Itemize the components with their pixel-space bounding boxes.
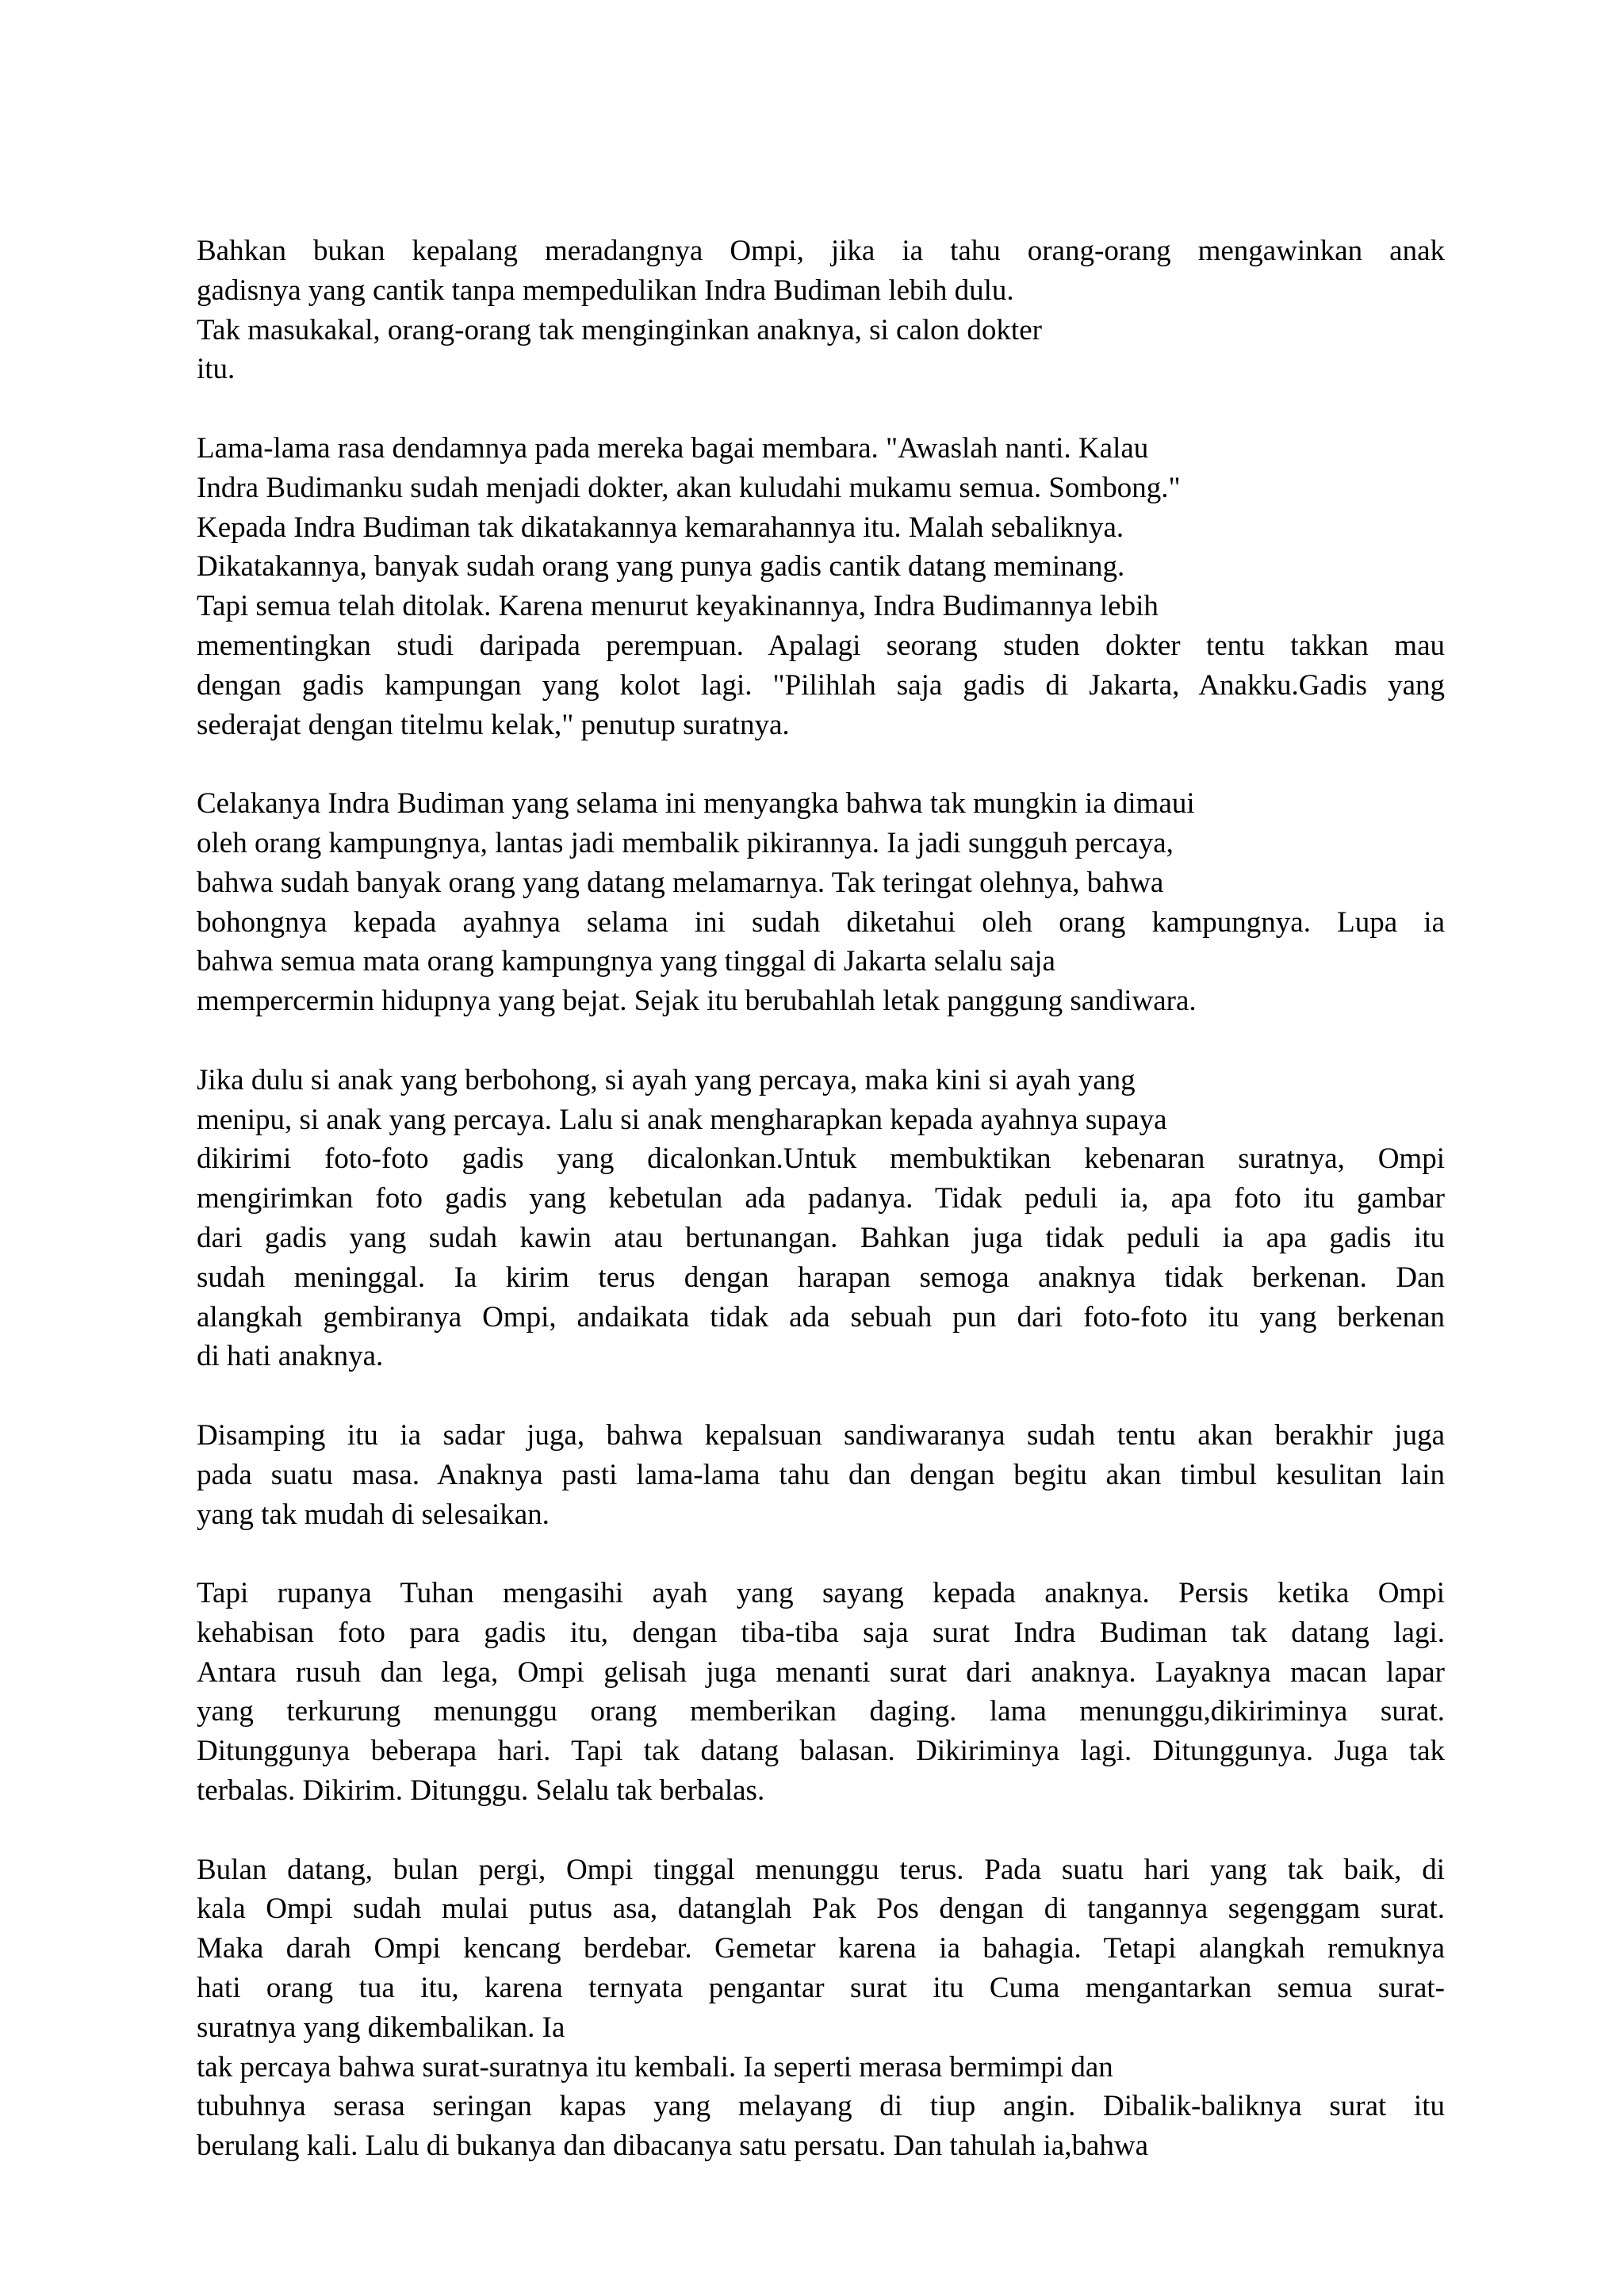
text-line: Tapi rupanya Tuhan mengasihi ayah yang sayang kepada anaknya. Persis ketika Ompi: [197, 1577, 1445, 1610]
text-line: Disamping itu ia sadar juga, bahwa kepalsuan sandiwaranya sudah tentu akan berakhir juga: [197, 1418, 1445, 1452]
paragraph: [197, 1850, 1445, 2166]
text-line: Bulan datang, bulan pergi, Ompi tinggal menunggu terus. Pada suatu hari yang tak baik, di: [197, 1853, 1445, 1886]
text-line: alangkah gembiranya Ompi, andaikata tidak ada sebuah pun dari foto-foto itu yang berkenan: [197, 1300, 1445, 1334]
text-line: kala Ompi sudah mulai putus asa, datanglah Pak Pos dengan di tangannya segenggam surat.: [197, 1892, 1445, 1926]
text-line: berulang kali. Lalu di bukanya dan dibacanya satu persatu. Dan tahulah ia,bahwa: [197, 2130, 1149, 2163]
text-line: mementingkan studi daripada perempuan. Apalagi seorang studen dokter tentu takkan mau: [197, 629, 1445, 662]
text-line: sederajat dengan titelmu kelak," penutup suratnya.: [197, 708, 790, 741]
text-line: itu.: [197, 353, 236, 386]
text-line: dari gadis yang sudah kawin atau bertunangan. Bahkan juga tidak peduli ia apa gadis itu: [197, 1221, 1445, 1254]
paragraph: [197, 1574, 1445, 1811]
text-line: bohongnya kepada ayahnya selama ini sudah diketahui oleh orang kampungnya. Lupa ia: [197, 905, 1445, 939]
text-line: Dikatakannya, banyak sudah orang yang punya gadis cantik datang meminang.: [197, 550, 1125, 584]
text-line: yang terkurung menunggu orang memberikan daging. lama menunggu,dikiriminya surat.: [197, 1695, 1445, 1728]
text-line: mengirimkan foto gadis yang kebetulan ada padanya. Tidak peduli ia, apa foto itu gambar: [197, 1182, 1445, 1215]
text-line: yang tak mudah di selesaikan.: [197, 1498, 550, 1531]
document-body: [197, 232, 1445, 2206]
text-line: Antara rusuh dan lega, Ompi gelisah juga menanti surat dari anaknya. Layaknya macan lapar: [197, 1655, 1445, 1689]
paragraph: [197, 784, 1445, 1021]
text-line: sudah meninggal. Ia kirim terus dengan harapan semoga anaknya tidak berkenan. Dan: [197, 1261, 1445, 1294]
text-line: oleh orang kampungnya, lantas jadi membalik pikirannya. Ia jadi sungguh percaya,: [197, 826, 1174, 859]
text-line: bahwa sudah banyak orang yang datang melamarnya. Tak teringat olehnya, bahwa: [197, 866, 1164, 899]
text-line: dikirimi foto-foto gadis yang dicalonkan.Untuk membuktikan kebenaran suratnya, Ompi: [197, 1142, 1445, 1176]
text-line: terbalas. Dikirim. Ditunggu. Selalu tak berbalas.: [197, 1774, 765, 1808]
text-line: Tapi semua telah ditolak. Karena menurut keyakinannya, Indra Budimannya lebih: [197, 590, 1159, 623]
text-line: Kepada Indra Budiman tak dikatakannya kemarahannya itu. Malah sebaliknya.: [197, 511, 1124, 544]
text-line: mempercermin hidupnya yang bejat. Sejak itu berubahlah letak panggung sandiwara.: [197, 985, 1197, 1018]
text-line: di hati anaknya.: [197, 1340, 384, 1373]
text-line: Tak masukakal, orang-orang tak menginginkan anaknya, si calon dokter: [197, 313, 1042, 346]
text-line: suratnya yang dikembalikan. Ia: [197, 2011, 565, 2044]
text-line: pada suatu masa. Anaknya pasti lama-lama tahu dan dengan begitu akan timbul kesulitan lain: [197, 1458, 1445, 1491]
text-line: gadisnya yang cantik tanpa mempedulikan Indra Budiman lebih dulu.: [197, 274, 1014, 307]
paragraph: [197, 1416, 1445, 1534]
text-line: Celakanya Indra Budiman yang selama ini menyangka bahwa tak mungkin ia dimaui: [197, 787, 1195, 821]
text-line: hati orang tua itu, karena ternyata pengantar surat itu Cuma mengantarkan semua surat-: [197, 1972, 1445, 2005]
text-line: dengan gadis kampungan yang kolot lagi. "Pilihlah saja gadis di Jakarta, Anakku.Gadis yang: [197, 668, 1445, 702]
text-line: menipu, si anak yang percaya. Lalu si anak mengharapkan kepada ayahnya supaya: [197, 1103, 1167, 1136]
text-line: tak percaya bahwa surat-suratnya itu kembali. Ia seperti merasa bermimpi dan: [197, 2050, 1113, 2084]
paragraph: [197, 1061, 1445, 1376]
paragraph: [197, 232, 1445, 389]
text-line: Bahkan bukan kepalang meradangnya Ompi, jika ia tahu orang-orang mengawinkan anak: [197, 235, 1445, 267]
text-line: Ditunggunya beberapa hari. Tapi tak datang balasan. Dikiriminya lagi. Ditunggunya. Juga tak: [197, 1735, 1445, 1768]
text-line: Indra Budimanku sudah menjadi dokter, akan kuludahi mukamu semua. Sombong.": [197, 471, 1181, 504]
text-line: Jika dulu si anak yang berbohong, si ayah yang percaya, maka kini si ayah yang: [197, 1063, 1136, 1096]
text-line: tubuhnya serasa seringan kapas yang melayang di tiup angin. Dibalik-baliknya surat itu: [197, 2090, 1445, 2123]
text-line: Lama-lama rasa dendamnya pada mereka bagai membara. "Awaslah nanti. Kalau: [197, 431, 1149, 465]
text-line: kehabisan foto para gadis itu, dengan tiba-tiba saja surat Indra Budiman tak datang lagi.: [197, 1616, 1445, 1649]
paragraph: [197, 429, 1445, 744]
text-line: bahwa semua mata orang kampungnya yang tinggal di Jakarta selalu saja: [197, 945, 1055, 978]
text-line: Maka darah Ompi kencang berdebar. Gemetar karena ia bahagia. Tetapi alangkah remuknya: [197, 1932, 1445, 1965]
